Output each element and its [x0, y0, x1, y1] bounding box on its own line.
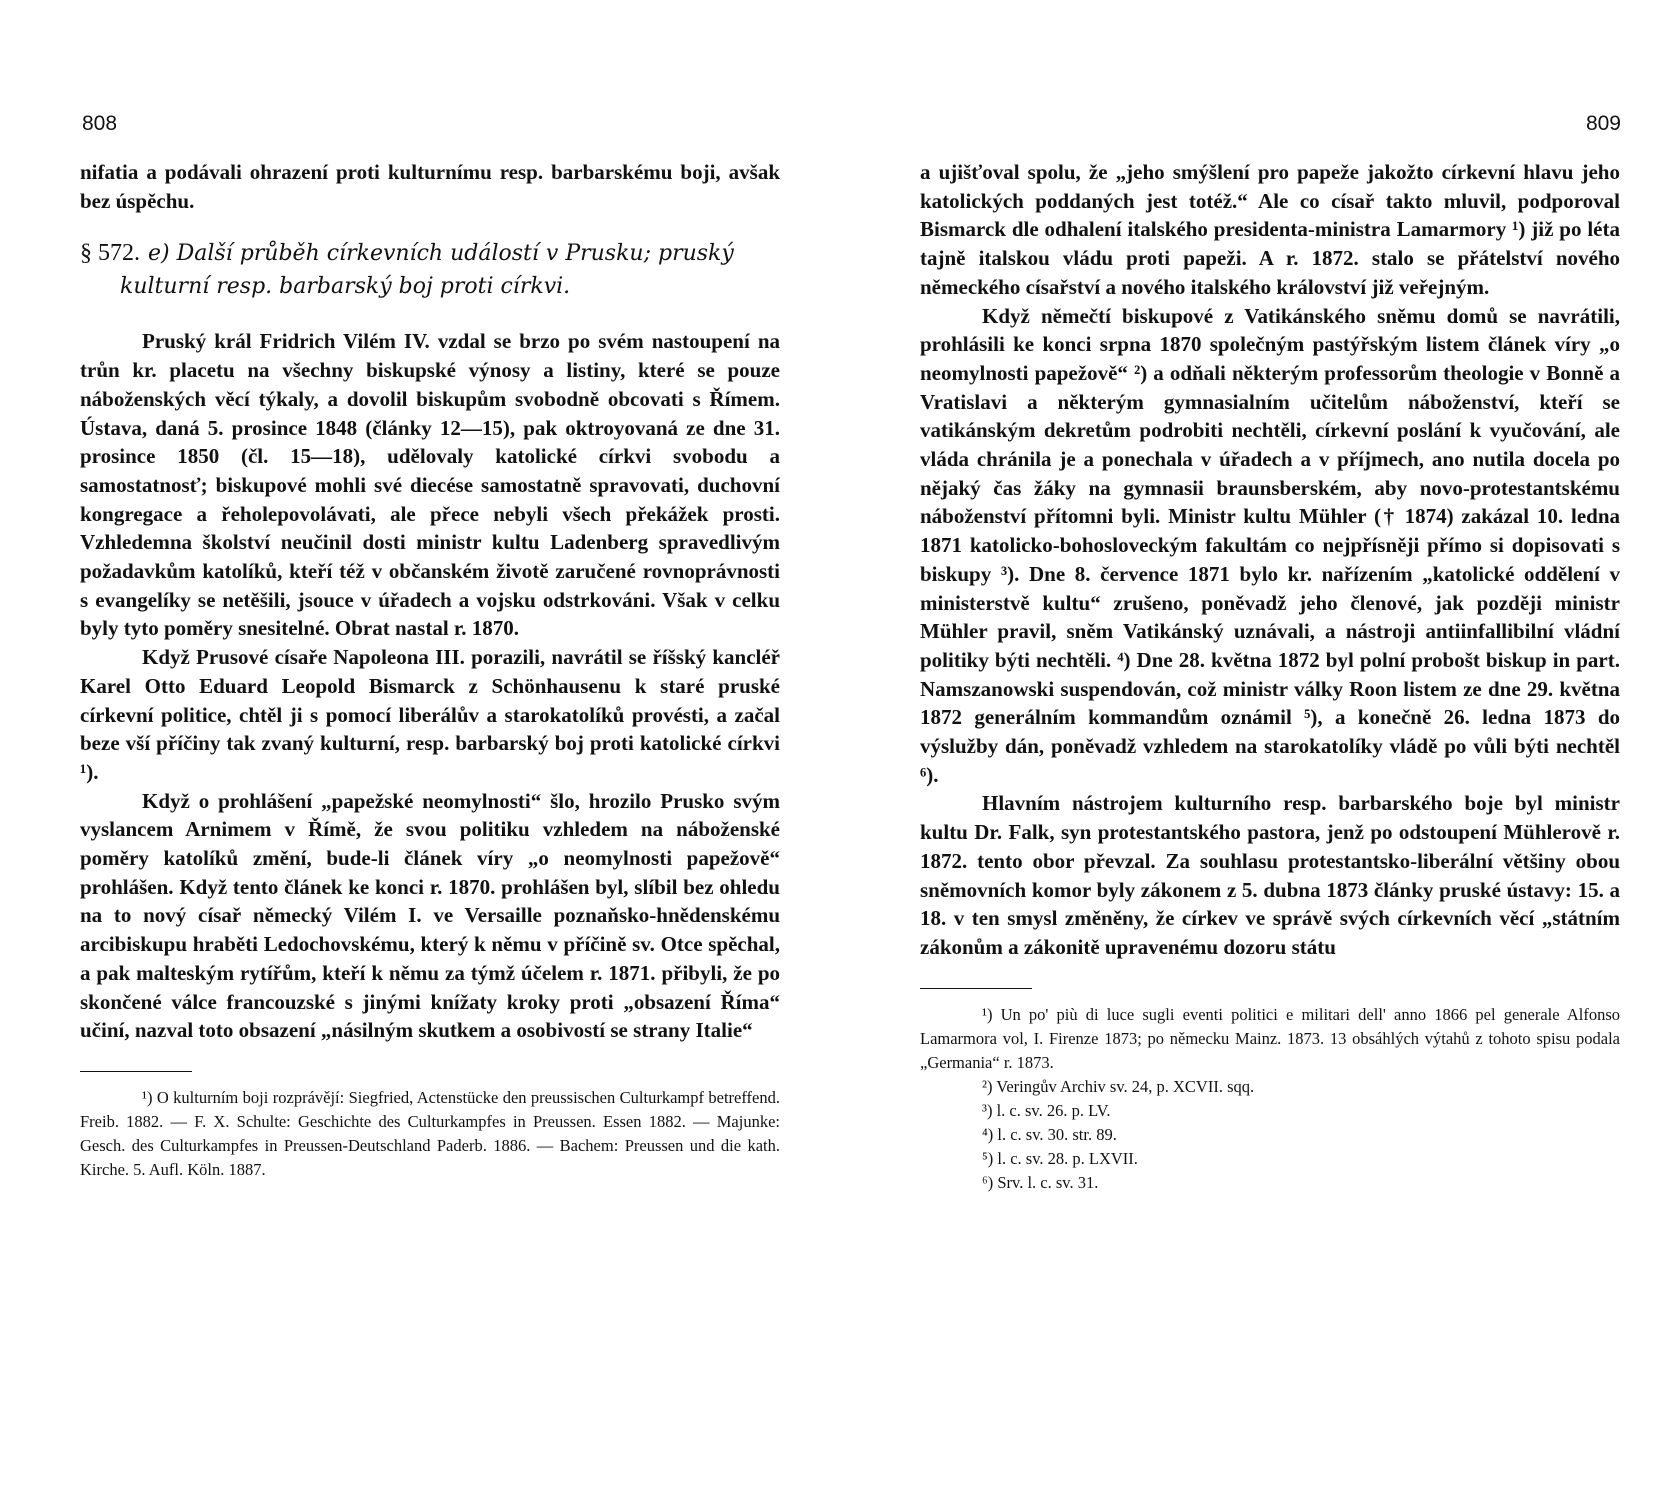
left-page-column: [80, 158, 780, 1182]
right-page-column: [920, 158, 1620, 1195]
left-page-opening: [80, 158, 780, 215]
left-footnote-1: ¹) O kulturním boji rozprávějí: Siegfried, Actenstücke den preussischen Culturkampf betreffend. Freib. 1882. — F. X. Schulte: Geschichte des Culturkampfes in Preussen. Essen 1882. — Majunke: Gesch. des Culturkampfes in Preussen-Deutschland Paderb. 1886. — Bachem: Preussen und die kath. Kirche. 5. Aufl. Köln. 1887.: [80, 1087, 780, 1179]
right-paragraph-2: Když němečtí biskupové z Vatikánského sněmu domů se navrátili, prohlásili ke konci srpna 1870 společným pastýřským listem článek víry „o neomylnosti papežově“ ²) a odňali některým professorům theologie v Bonně a Vratislavi a některým gymnasialním učitelům náboženství, kteří se vatikánským dekretům podrobiti nechtěli, církevní poslání k vyučování, ale vláda chránila je a ponechala v úřadech a v příjmech, ano nutila docela po nějaký čas žáky na gymnasii braunsberském, aby novo-protestantskému náboženství přítomni byli. Ministr kultu Mühler († 1874) zakázal 10. ledna 1871 katolicko-bohosloveckým fakultám co nejpřísněji přímo si dopisovati s biskupy ³). Dne 8. července 1871 bylo kr. nařízením „katolické oddělení v ministerstvě kultu“ zrušeno, poněvadž jeho členové, jak později ministr Mühler pravil, sněm Vatikánský uznávali, a nástroji antiinfallibilní vládní politiky býti nechtěli. ⁴) Dne 28. května 1872 byl polní probošt biskup in part. Namszanowski suspendován, což ministr války Roon listem ze dne 29. května 1872 generálním kommandům oznámil ⁵), a konečně 26. ledna 1873 do výslužby dán, poněvadž vzhledem na starokatolíky vládě po vůli býti nechtěl ⁶).: [920, 303, 1620, 787]
section-title: e) Další průběh církevních událostí v Prusku; pruský kulturní resp. barbarský boj proti církvi.: [120, 241, 734, 300]
left-paragraph-1: Pruský král Fridrich Vilém IV. vzdal se brzo po svém nastoupení na trůn kr. placetu na všechny biskupské výnosy a listiny, které se pouze náboženských věcí týkaly, a dovolil biskupům svobodně obcovati s Římem. Ústava, daná 5. prosince 1848 (články 12—15), pak oktroyovaná ze dne 31. prosince 1850 (čl. 15—18), udělovaly katolické církvi svobodu a samostatnosť; biskupové mohli své diecése samostatně spravovati, duchovní kongregace a řeholepovolávati, ale přece nebyli všech překážek prosti. Vzhledemna školství neučinil dosti ministr kultu Ladenberg spravedlivým požadavkům katolíků, kteří též v občanském životě zaručené rovnoprávnosti s evangelíky se netěšili, jsouce v úřadech a vojsku odstrkováni. Však v celku byly tyto poměry snesitelné. Obrat nastal r. 1870.: [80, 329, 780, 641]
right-paragraph-1: a ujišťoval spolu, že „jeho smýšlení pro papeže jakožto církevní hlavu jeho katolických poddaných jest totéž.“ Ale co císař takto mluvil, podporoval Bismarck dle odhalení italského presidenta-ministra Lamarmory ¹) již po léta tajně italskou vládu proti papeži. A r. 1872. stalo se přátelství nového německého císařství a nového italského království již veřejným.: [920, 160, 1620, 299]
left-page: [0, 0, 800, 1500]
left-paragraph-2: Když Prusové císaře Napoleona III. porazili, navrátil se říšský kancléř Karel Otto Eduard Leopold Bismarck z Schönhausenu k staré pruské církevní politice, chtěl ji s pomocí liberálův a starokatolíků provésti, a začal beze vší příčiny tak zvaný kulturní, resp. barbarský boj proti katolické církvi ¹).: [80, 645, 780, 784]
right-paragraph-3: Hlavním nástrojem kulturního resp. barbarského boje byl ministr kultu Dr. Falk, syn protestantského pastora, jenž po odstoupení Mühlerově r. 1872. tento obor převzal. Za souhlasu protestantsko-liberální většiny obou sněmovních komor byly zákonem z 5. dubna 1873 články pruské ústavy: 15. a 18. v ten smysl změněny, že církev ve správě svých církevních věcí „státním zákonům a zákonitě upravenému dozoru státu: [920, 791, 1620, 959]
left-page-number: 808: [82, 112, 118, 135]
right-footnote-4: ⁴) l. c. sv. 30. str. 89.: [982, 1124, 1117, 1144]
section-heading: [80, 237, 780, 303]
right-page-number: 809: [1585, 112, 1621, 135]
left-paragraph-3: Když o prohlášení „papežské neomylnosti“ šlo, hrozilo Prusko svým vyslancem Arnimem v Římě, že svou politiku vzhledem na náboženské poměry katolíků změní, bude-li článek víry „o neomylnosti papežově“ prohlášen. Když tento článek ke konci r. 1870. prohlášen byl, slíbil bez ohledu na to nový císař německý Vilém I. ve Versaille poznaňsko-hnědenskému arcibiskupu hraběti Ledochovskému, který k němu v příčině sv. Otce spěchal, a pak malteským rytířům, kteří k němu za týmž účelem r. 1871. přibyli, že po skončené válce francouzské s jinými knížaty kroky proti „obsazení Říma“ učiní, nazval toto obsazení „násilným skutkem a osobivostí se strany Italie“: [80, 788, 780, 1043]
left-footnote-rule: [80, 1071, 192, 1072]
right-footnote-6: ⁶) Srv. l. c. sv. 31.: [982, 1172, 1099, 1192]
right-footnotes: [920, 1003, 1620, 1195]
right-page: [839, 0, 1639, 1500]
right-footnote-5: ⁵) l. c. sv. 28. p. LXVII.: [982, 1148, 1138, 1168]
left-paragraph-continued: nifatia a podávali ohrazení proti kulturnímu resp. barbarskému boji, avšak bez úspěchu.: [80, 160, 780, 213]
right-footnote-1: ¹) Un po' più di luce sugli eventi politici e militari dell' anno 1866 pel generale Alfonso Lamarmora vol, I. Firenze 1873; po německu Mainz. 1873. 13 obsáhlých výtahů z tohoto spisu podala „Germania“ r. 1873.: [920, 1004, 1620, 1072]
right-page-body: [920, 158, 1620, 962]
right-footnote-3: ³) l. c. sv. 26. p. LV.: [982, 1100, 1111, 1120]
right-footnote-rule: [920, 988, 1032, 989]
left-footnotes: [80, 1086, 780, 1182]
right-footnote-2: ²) Veringův Archiv sv. 24, p. XCVII. sqq.: [982, 1076, 1255, 1096]
left-page-body: [80, 327, 780, 1045]
section-number: § 572.: [80, 240, 140, 267]
